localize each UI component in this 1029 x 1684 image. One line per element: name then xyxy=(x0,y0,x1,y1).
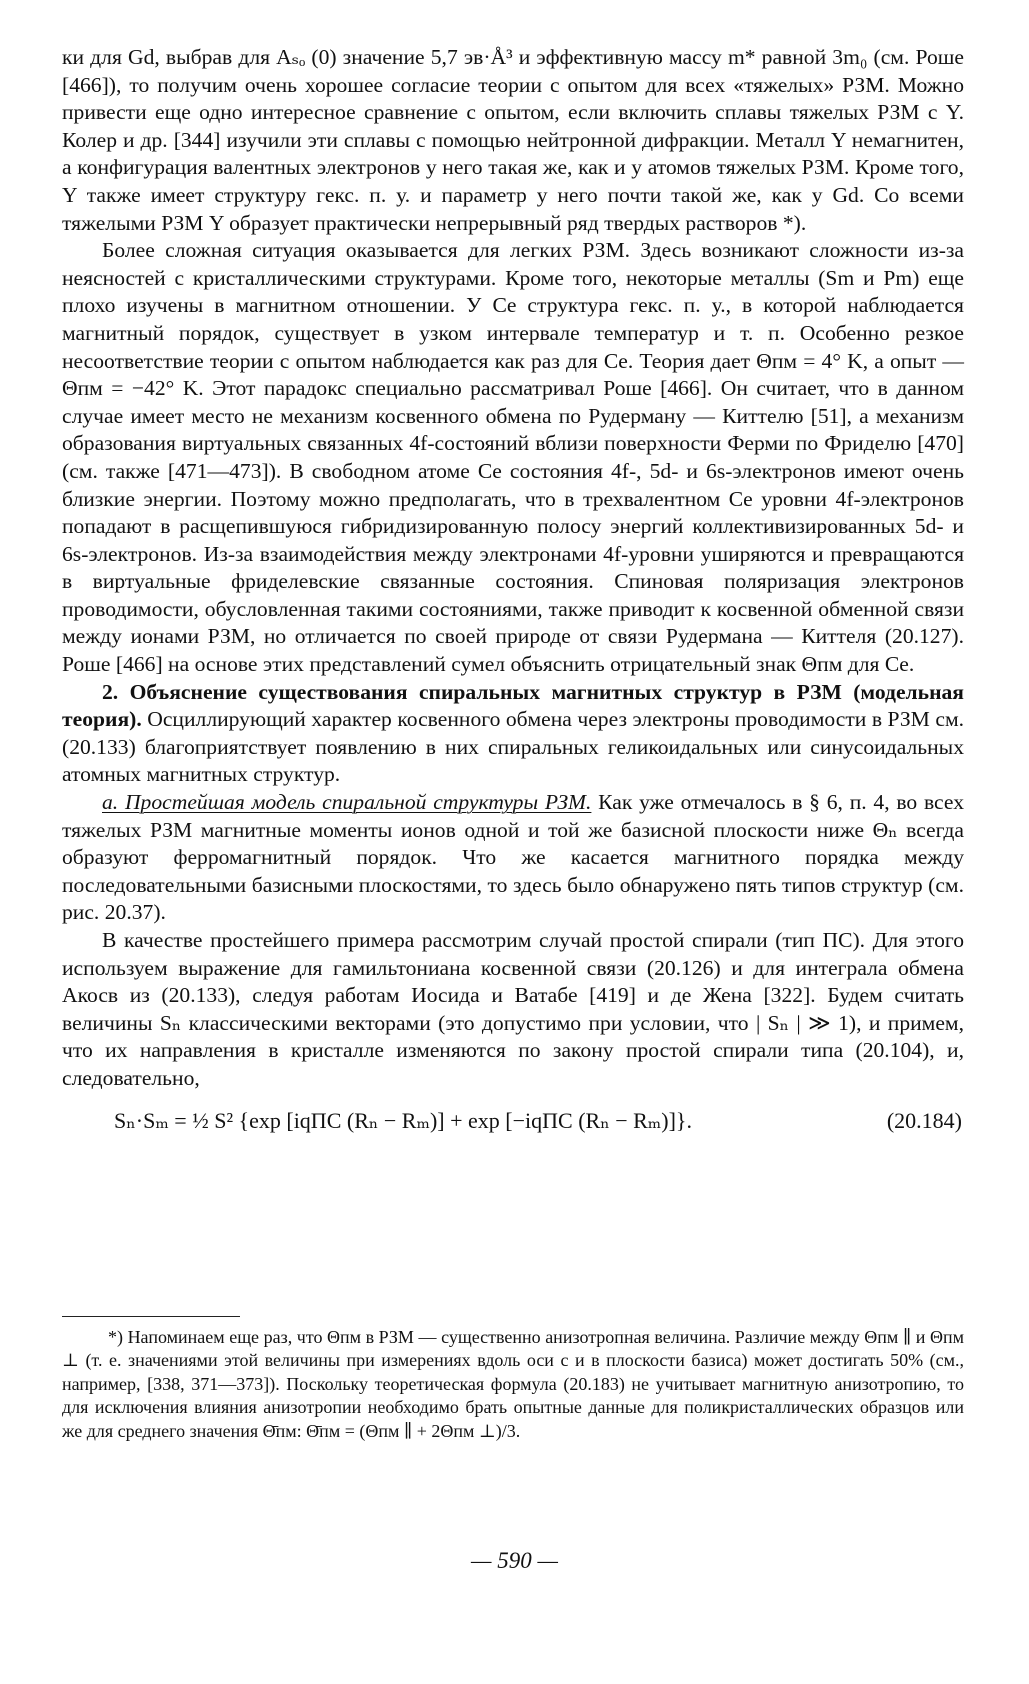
footnote-divider xyxy=(62,1316,240,1317)
section-2 xyxy=(62,679,964,789)
section-2-heading: 2. Объяснение существования спиральных магнитных структур в РЗМ (модельная теория). xyxy=(62,679,964,732)
equation-number: (20.184) xyxy=(886,1107,962,1133)
subsection-a-heading: а. Простейшая модель спиральной структуры РЗМ. xyxy=(102,790,592,815)
paragraph-light-rem: Более сложная ситуация оказывается для легких РЗМ. Здесь возникают сложности из-за неясностей с кристаллическими структурами. Кроме того, некоторые металлы (Sm и Pm) еще плохо изучены в магнитном отношении. У Ce структура гекс. п. у., в которой наблюдается магнитный порядок, существует в узком интервале температур и т. п. Особенно резкое несоответствие теории с опытом наблюдается как раз для Ce. Теория дает Θпм = 4° K, а опыт — Θпм = −42° K. Этот парадокс специально рассматривал Роше [466]. Он считает, что в данном случае имеет место не механизм косвенного обмена по Рудерману — Киттелю [51], а механизм образования виртуальных связанных 4f-состояний вблизи поверхности Ферми по Фриделю [470] (см. также [471—473]). В свободном атоме Ce состояния 4f-, 5d- и 6s-электронов имеют очень близкие энергии. Поэтому можно предполагать, что в трехвалентном Ce уровни 4f-электронов попадают в расщепившуюся гибридизированную полосу энергий коллективизированных 5d- и 6s-электронов. Из-за взаимодействия между электронами 4f-уровни уширяются и превращаются в виртуальные фриделевские связанные состояния. Спиновая поляризация электронов проводимости, обусловленная такими состояниями, также приводит к косвенной обменной связи между ионами РЗМ, но отличается по своей природе от связи Рудермана — Киттеля (20.127). Роше [466] на основе этих представлений сумел объяснить отрицательный знак Θпм для Ce. xyxy=(62,238,964,677)
subsection-a xyxy=(62,789,964,927)
paragraph-heavy-rem-theory: ки для Gd, выбрав для Aₛₒ (0) значение 5,7 эв·Å³ и эффективную массу m* равной 3m₀ (см. Роше [466]), то получим очень хорошее согласие теории с опытом для всех «тяжелых» РЗМ. Можно привести еще одно интересное сравнение с опытом, если включить сплавы тяжелых РЗМ с Y. Колер и др. [344] изучили эти сплавы с помощью нейтронной дифракции. Металл Y немагнитен, а конфигурация валентных электронов у него такая же, как и у атомов тяжелых РЗМ. Кроме того, Y также имеет структуру гекс. п. у. и параметр у него почти такой же, как у Gd. Со всеми тяжелыми РЗМ Y образует практически непрерывный ряд твердых растворов *). xyxy=(62,45,964,235)
main-text xyxy=(62,44,964,1137)
equation-20-184 xyxy=(62,1105,964,1137)
footnote-text: *) Напоминаем еще раз, что Θпм в РЗМ — существенно анизотропная величина. Различие между Θпм ∥ и Θпм ⊥ (т. е. значениями этой величины при измерениях вдоль оси c и в плоскости базиса) может достигать 50% (см., например, [338, 371—373]). Поскольку теоретическая формула (20.183) не учитывает магнитную анизотропию, то для исключения влияния анизотропии необходимо брать опытные данные для поликристаллических образцов или же для среднего значения Θ̄пм: Θ̄пм = (Θпм ∥ + 2Θпм ⊥)/3. xyxy=(62,1327,964,1441)
page-number: — 590 — xyxy=(471,1548,558,1573)
footnote xyxy=(62,1326,964,1443)
subsection-a-text: Как уже отмечалось в § 6, п. 4, во всех тяжелых РЗМ магнитные моменты ионов одной и той же базисной плоскости ниже Θₙ всегда образуют ферромагнитный порядок. Что же касается магнитного порядка между последовательными базисными плоскостями, то здесь было обнаружено пять типов структур (см. рис. 20.37). xyxy=(62,790,964,925)
section-2-text: Осциллирующий характер косвенного обмена через электроны проводимости в РЗМ см. (20.133) благоприятствует появлению в них спиральных геликоидальных или синусоидальных атомных магнитных структур. xyxy=(62,707,965,787)
equation-body: Sₙ·Sₘ = ½ S² {exp [iqПС (Rₙ − Rₘ)] + exp [−iqПС (Rₙ − Rₘ)]}. xyxy=(114,1107,692,1133)
paragraph-simple-spiral: В качестве простейшего примера рассмотрим случай простой спирали (тип ПС). Для этого используем выражение для гамильтониана косвенной связи (20.126) и для интеграла обмена Aкосв из (20.133), следуя работам Иосида и Ватабе [419] и де Жена [322]. Будем считать величины Sₙ классическими векторами (это допустимо при условии, что | Sₙ | ≫ 1), и примем, что их направления в кристалле изменяются по закону простой спирали типа (20.104), и, следовательно, xyxy=(62,928,964,1090)
